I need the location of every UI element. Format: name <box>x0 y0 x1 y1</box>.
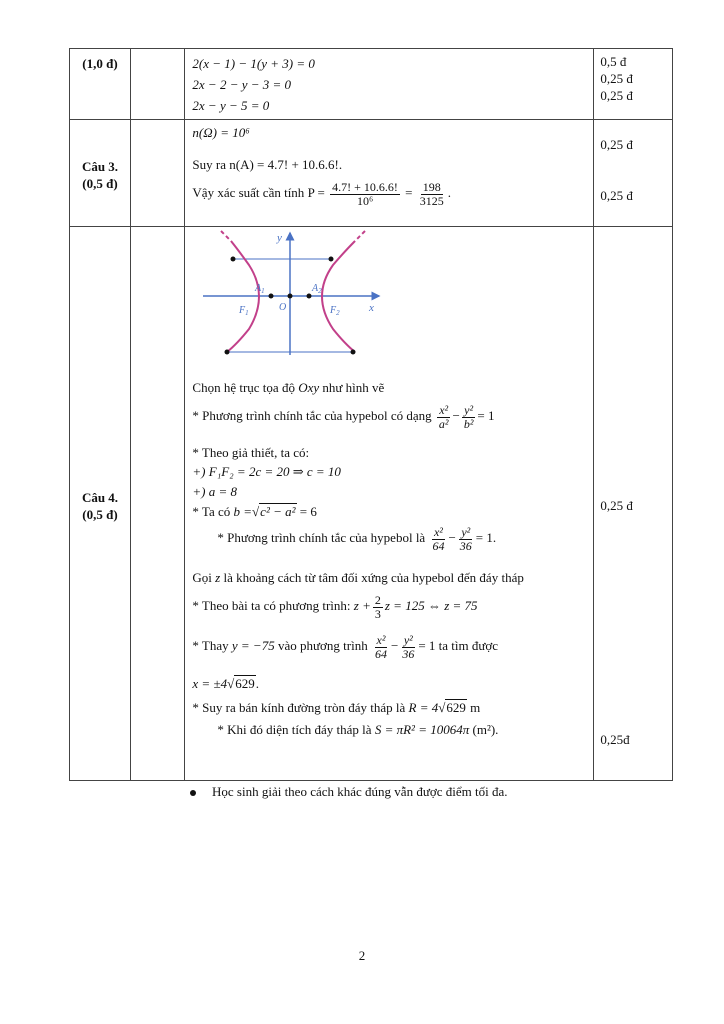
svg-text:F2: $F_2$ <box>330 305 341 317</box>
point <box>307 294 312 299</box>
svg-text:F1: $F_1$ <box>239 305 250 317</box>
formula: Oxy <box>298 380 320 395</box>
svg-text:A2: $A_2$ <box>312 283 323 295</box>
label-A2: A <box>312 283 319 294</box>
fraction: $\frac{4.7! + 10.6.6!}{\text{10⁶}}$ <box>332 179 398 208</box>
fraction: $\frac{\text{x²}}{64}$ <box>374 632 387 661</box>
table-row: Câu 3. (0,5 đ) n(Ω) = 10⁶ Suy ra n(A) = 4.7! + 10.6.6!. Vậy xác suất cần tính P = $\frac{4.7! + 10.6.6!}{\text{10⁶}}$ = $\frac{198}{3125}$ . 0,25 đ 0,25 đ <box>70 120 673 227</box>
answer-text: * Suy ra bán kính đường tròn đáy tháp là <box>192 700 406 715</box>
point <box>231 257 236 262</box>
answer-text: * Phương trình chính tắc của hypebol có dạng <box>192 408 432 423</box>
label-O: O <box>279 302 287 313</box>
score: 0,25 đ <box>600 88 633 103</box>
svg-text:A1: $A_1$ <box>255 283 266 295</box>
fraction: $\frac{\text{x²}}{\text{a²}}$ <box>438 402 449 431</box>
axis-label-y: y <box>277 232 283 244</box>
formula: P = <box>307 185 325 200</box>
label-F1: F <box>239 305 246 316</box>
answer-line: 2x − y − 5 = 0 <box>192 98 270 113</box>
point-origin <box>288 294 293 299</box>
answer-line: 2(x − 1) − 1(y + 3) = 0 <box>192 56 315 71</box>
axis-label-x: x <box>369 302 375 314</box>
point <box>351 350 356 355</box>
score: 0,25 đ <box>600 498 633 513</box>
formula: n(A) = 4.7! + 10.6.6!. <box>229 157 343 172</box>
page-number: 2 <box>358 948 366 963</box>
answer-text: Suy ra <box>192 157 226 172</box>
answer-line: * Theo giả thiết, ta có: <box>192 445 310 460</box>
score: 0,25đ <box>600 732 630 747</box>
answer-line: +) a = 8 <box>192 484 238 499</box>
point <box>225 350 230 355</box>
question-label: Câu 3. <box>81 159 119 174</box>
answer-text: như hình vẽ <box>322 380 385 395</box>
fraction: $\frac{\text{y²}}{36}$ <box>459 524 472 553</box>
grading-note: Học sinh giải theo cách khác đúng vẫn được điểm tối đa. <box>190 784 508 800</box>
answer-text: * Theo bài ta có phương trình: <box>192 598 351 613</box>
bullet-icon <box>190 790 196 796</box>
hyperbola-figure <box>199 229 399 369</box>
score: 0,25 đ <box>600 188 633 203</box>
answer-text: Vậy xác suất cần tính <box>192 185 305 200</box>
point <box>269 294 274 299</box>
answer-line: +) F₁F₂ = 2c = 20 ⇒ c = 10 <box>192 464 341 479</box>
point <box>329 257 334 262</box>
row-label: (1,0 đ) <box>82 56 118 71</box>
fraction: $\frac{2}{3}$ <box>374 592 381 621</box>
question-label: Câu 4. <box>81 490 119 505</box>
answer-text: Chọn hệ trục tọa độ <box>192 380 295 395</box>
answer-text: * Ta có <box>192 504 231 519</box>
fraction: $\frac{\text{y²}}{\text{b²}}$ <box>463 402 474 431</box>
question-points: (0,5 đ) <box>82 507 118 522</box>
grading-table <box>69 48 673 781</box>
table-row: Câu 4. (0,5 đ) y x $A_1$ $A_2$ O $F_1$ $F_2$ Chọn hệ trục tọa độ Oxy như hình vẽ * Phương trình chính tắc của hypebol có dạng $\frac{\text{x²}}{\text{a²}}$ − $\frac{\text{y²}}{\text{b²}}$ = 1 * Theo giả thiết, ta có: +) F₁F₂ = 2c = 20 ⇒ c = 10 +) a = 8 * Ta có b =√c² − a² = 6 * Phương trình chính tắc của hypebol là $\frac{\text{x²}}{64}$ − $\frac{\text{y²}}{36}$ = 1. Gọi z là khoảng cách từ tâm đối xứng của hypebol đến đáy tháp * Theo bài ta có phương trình: z + $\frac{2}{3}$ z = 125 ⇔ z = 75 * Thay y = −75 vào phương trình $\frac{\text{x²}}{64}$ − $\frac{\text{y²}}{36}$ = 1 ta tìm được x = ±4√629. * Suy ra bán kính đường tròn đáy tháp là R = 4√629 m * Khi đó diện tích đáy tháp là S = πR² = 10064π (m²). 0,25 đ 0,25đ <box>70 227 673 781</box>
fraction: $\frac{\text{y²}}{36}$ <box>402 632 415 661</box>
question-points: (0,5 đ) <box>82 176 118 191</box>
label-A1: A <box>255 283 262 294</box>
score: 0,25 đ <box>600 137 633 152</box>
answer-text: * Phương trình chính tắc của hypebol là <box>217 530 426 545</box>
answer-line: 2x − 2 − y − 3 = 0 <box>192 77 292 92</box>
score: 0,25 đ <box>600 71 633 86</box>
score: 0,5 đ <box>600 54 627 69</box>
fraction: $\frac{198}{3125}$ <box>419 179 444 208</box>
table-row <box>70 49 673 120</box>
label-F2: F <box>330 305 337 316</box>
answer-line: n(Ω) = 10⁶ <box>192 125 250 140</box>
answer-text: * Khi đó diện tích đáy tháp là <box>217 722 372 737</box>
fraction: $\frac{\text{x²}}{64}$ <box>432 524 445 553</box>
answer-text: là khoảng cách từ tâm đối xứng của hypebol đến đáy tháp <box>223 570 524 585</box>
